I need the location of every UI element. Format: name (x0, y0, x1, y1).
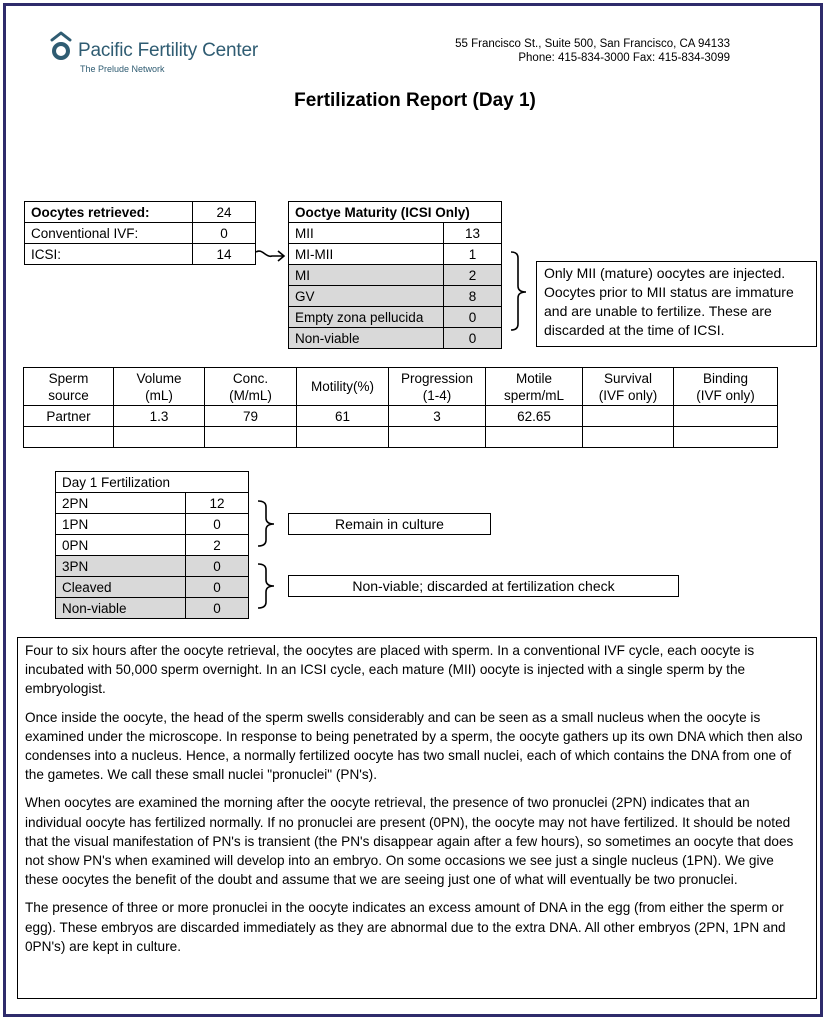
explanation-paragraph: Once inside the oocyte, the head of the sperm swells considerably and can be seen as a small nucleus when the oocyte is examined under the microscope. In response to being penetrated by a sperm, the oocyte gathers up its own DNA which then also condenses into a nucleus. Hence, a normally fertilized oocyte has two small nuclei, each of which contains the DNA from one of the gametes. We call these small nuclei "pronuclei" (PN's). (25, 709, 803, 783)
header-line: source (48, 387, 89, 403)
fertilization-label: Non-viable (56, 598, 186, 619)
icsi-label: ICSI: (25, 244, 193, 265)
explanation-paragraph: When oocytes are examined the morning after the oocyte retrieval, the presence of two pronuclei (2PN) indicates that an individual oocyte has fertilized normally. If no pronuclei are present (0PN), the oocyte may not have fertilized. It should be noted that the visual manifestation of PN's is transient (the PN's disappear again after a few hours), so sometimes an oocyte that does not show PN's when examined will develop into an embryo. On some occasions we see just a single nucleus (1PN). We give these oocytes the benefit of the doubt and assume that we are seeing just one of what will eventually be two pronuclei. (25, 795, 794, 888)
oocytes-retrieved-label: Oocytes retrieved: (25, 202, 193, 223)
sperm-cell: 3 (389, 406, 486, 427)
org-subtitle: The Prelude Network (80, 64, 165, 74)
maturity-label: MI (289, 265, 444, 286)
maturity-label: GV (289, 286, 444, 307)
address-line: 55 Francisco St., Suite 500, San Francisco, CA 94133 (455, 38, 730, 50)
header-line: Survival (603, 370, 652, 386)
remain-brace-icon (258, 501, 274, 546)
phone-fax-line: Phone: 415-834-3000 Fax: 415-834-3099 (518, 52, 730, 64)
maturity-label: Non-viable (289, 328, 444, 349)
sperm-cell: Partner (24, 406, 114, 427)
fertilization-value: 0 (186, 514, 249, 535)
header-line: (1-4) (422, 387, 452, 403)
header-line: Binding (702, 370, 749, 386)
fertilization-label: 1PN (56, 514, 186, 535)
maturity-header: Ooctye Maturity (ICSI Only) (289, 202, 502, 223)
icsi-arrow-icon (256, 251, 284, 261)
fertilization-label: Cleaved (56, 577, 186, 598)
maturity-label: Empty zona pellucida (289, 307, 444, 328)
explanation-text (17, 637, 817, 999)
remain-in-culture-note: Remain in culture (288, 513, 491, 535)
maturity-label: MII (289, 223, 444, 244)
conventional-ivf-value: 0 (193, 223, 256, 244)
report-title: Fertilization Report (Day 1) (294, 90, 536, 111)
explanation-paragraph: The presence of three or more pronuclei in the oocyte indicates an excess amount of DNA in the egg (from either the sperm or egg). These embryos are discarded immediately as they are abnormal due to the extra DNA. All other embryos (2PN, 1PN and 0PN's) are kept in culture. (25, 900, 786, 954)
explanation-paragraph: Four to six hours after the oocyte retrieval, the oocytes are placed with sperm. In a conventional IVF cycle, each oocyte is incubated with 50,000 sperm overnight. In an ICSI cycle, each mature (MII) oocyte is injected with a single sperm by the embryologist. (25, 643, 755, 697)
header-line: (mL) (145, 387, 173, 403)
sperm-cell: 1.3 (114, 406, 205, 427)
icsi-value: 14 (193, 244, 256, 265)
header-line: (M/mL) (229, 387, 272, 403)
maturity-value: 1 (444, 244, 502, 265)
maturity-value: 2 (444, 265, 502, 286)
fertilization-value: 0 (186, 577, 249, 598)
header-line: Progression (400, 370, 474, 386)
maturity-value: 0 (444, 328, 502, 349)
header-line: Conc. (232, 370, 269, 386)
maturity-value: 8 (444, 286, 502, 307)
fertilization-value: 0 (186, 598, 249, 619)
header-line: sperm/mL (503, 387, 564, 403)
non-viable-note: Non-viable; discarded at fertilization check (288, 575, 679, 597)
header-line: Sperm (48, 370, 89, 386)
maturity-value: 0 (444, 307, 502, 328)
fertilization-value: 12 (186, 493, 249, 514)
fertilization-value: 2 (186, 535, 249, 556)
sperm-cell: 79 (205, 406, 297, 427)
fertilization-label: 2PN (56, 493, 186, 514)
oocytes-retrieved-value: 24 (193, 202, 256, 223)
sperm-cell: 62.65 (486, 406, 583, 427)
conventional-ivf-label: Conventional IVF: (25, 223, 193, 244)
fertilization-label: 3PN (56, 556, 186, 577)
header-line: Motility(%) (311, 379, 374, 394)
fertilization-label: 0PN (56, 535, 186, 556)
maturity-note: Only MII (mature) oocytes are injected. Oocytes prior to MII status are immature and are unable to fertilize. These are discarded at the time of ICSI. (536, 261, 817, 347)
header-line: (IVF only) (696, 387, 755, 403)
header-line: Volume (136, 370, 182, 386)
header-line: Motile (515, 370, 552, 386)
maturity-brace-icon (511, 252, 526, 330)
maturity-label: MI-MII (289, 244, 444, 265)
maturity-value: 13 (444, 223, 502, 244)
org-name: Pacific Fertility Center (78, 40, 258, 61)
fertilization-value: 0 (186, 556, 249, 577)
sperm-cell: 61 (297, 406, 389, 427)
fertilization-header: Day 1 Fertilization (56, 472, 249, 493)
header-line: (IVF only) (598, 387, 658, 403)
discard-brace-icon (258, 564, 274, 608)
